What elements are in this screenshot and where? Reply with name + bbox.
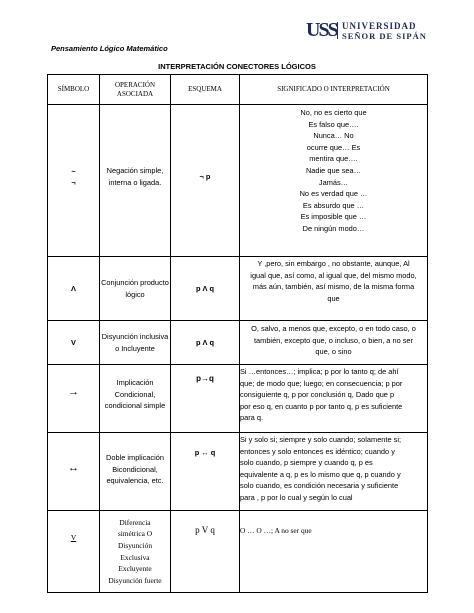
operation-cell — [100, 365, 171, 433]
meaning-line: Es falso que…. — [308, 119, 359, 129]
scheme-text: ¬ p — [199, 171, 211, 181]
meaning-line: que, o sino — [315, 347, 352, 357]
meaning-line: más aún, también, así mismo, de la misma forma — [252, 282, 415, 292]
symbol-cell — [48, 365, 100, 433]
logo-separator — [337, 22, 338, 39]
biconditional-symbol: ↔ — [68, 461, 79, 474]
meaning-line: De ningún modo… — [302, 223, 365, 233]
negation-symbol: ~ ¬ — [71, 166, 76, 187]
operation-line: Disyunción — [117, 540, 153, 550]
meaning-line: ocurre que… Es — [306, 142, 361, 152]
meaning-cell — [240, 365, 428, 433]
meaning-line: Jamás… — [318, 177, 349, 187]
meaning-line: Si …entonces…; implica; p por lo tanto q; de ahí — [240, 367, 399, 376]
meaning-line: No, no es cierto que — [300, 108, 367, 117]
connectors-table — [47, 74, 428, 593]
operation-cell — [100, 105, 171, 257]
symbol-cell — [48, 511, 100, 593]
symbol-cell — [48, 321, 100, 365]
meaning-line: igual que, así como, al igual que, del mismo modo, — [250, 270, 417, 280]
meaning-line: Nunca… No — [313, 131, 354, 141]
scheme-text: p→q — [196, 374, 214, 383]
scheme-cell — [171, 433, 240, 511]
operation-line: Disyunción fuerte — [108, 575, 162, 585]
meaning-line: No es verdad que … — [299, 189, 368, 199]
table-row — [48, 433, 428, 511]
operation-cell — [100, 433, 171, 511]
meaning-line: que — [327, 293, 340, 303]
scheme-cell — [171, 511, 240, 593]
table-row — [48, 105, 428, 257]
scheme-text: p Λ q — [195, 283, 215, 293]
header-operation: OPERACIÓN ASOCIADA — [100, 75, 171, 105]
table-row — [48, 365, 428, 433]
meaning-cell — [240, 433, 428, 511]
meaning-line: equivalente a q, p es lo mismo que q, p cuando y — [240, 469, 401, 479]
implication-symbol: → — [68, 385, 79, 398]
scheme-cell — [171, 257, 240, 321]
meaning-line: mentira que…. — [309, 154, 358, 164]
meaning-cell — [240, 105, 428, 257]
header-symbol: SÍMBOLO — [48, 75, 100, 105]
meaning-line: solo cuando, p siempre y cuando q, p es — [240, 458, 373, 468]
logo-line-2: SEÑOR DE SIPÁN — [342, 31, 427, 41]
operation-cell — [100, 257, 171, 321]
meaning-cell — [240, 321, 428, 365]
meaning-line: Y ,pero, sin embargo , no obstante, aunque, Al — [257, 259, 410, 268]
operation-line: Diferencia — [119, 517, 151, 527]
meaning-cell — [240, 257, 428, 321]
document-title: INTERPRETACIÓN CONECTORES LÓGICOS — [158, 62, 316, 71]
meaning-line: consiguiente q, p por conclusión q, Dado que p — [240, 390, 395, 400]
meaning-line: Nadie que sea… — [305, 165, 362, 175]
scheme-cell — [171, 321, 240, 365]
meaning-line: O … O …; A no ser que — [240, 526, 312, 535]
header-scheme: ESQUEMA — [171, 75, 240, 105]
table-row — [48, 321, 428, 365]
scheme-cell — [171, 365, 240, 433]
conjunction-symbol: Λ — [71, 283, 76, 293]
scheme-cell — [171, 105, 240, 257]
exclusive-disjunction-symbol: V — [70, 532, 77, 542]
operation-line: Exclusiva — [120, 552, 150, 562]
symbol-cell — [48, 433, 100, 511]
operation-cell — [100, 321, 171, 365]
operation-text: Doble implicación Bicondicional, equivalencia, etc. — [106, 453, 164, 486]
meaning-line: por eso q, en cuanto p por tanto q, p es suficiente — [240, 401, 403, 411]
meaning-line: que; de modo que; luego; en consecuencia; p por — [240, 378, 403, 388]
scheme-text: p Λ q — [195, 337, 215, 347]
logo-mark: USS — [306, 19, 337, 41]
meaning-line: Es absurdo que … — [302, 200, 365, 210]
operation-text: Disyunción inclusiva o Incluyente — [101, 331, 169, 353]
table-row — [48, 511, 428, 593]
logo-line-1: UNIVERSIDAD — [342, 21, 417, 31]
meaning-line: entonces y solo entonces es idéntico; cuando y — [240, 446, 395, 456]
course-title: Pensamiento Lógico Matemático — [51, 44, 168, 53]
meaning-line: para , p por lo cual y según lo cual — [240, 492, 353, 502]
disjunction-symbol: V — [71, 337, 76, 347]
symbol-cell — [48, 105, 100, 257]
university-logo — [306, 20, 442, 42]
meaning-line: Es imposible que … — [300, 212, 367, 222]
operation-text: Implicación Condicional, condicional simple — [104, 378, 166, 411]
operation-line: Excluyente — [118, 564, 152, 574]
meaning-line: O, salvo, a menos que, excepto, o en todo caso, o — [251, 324, 416, 333]
operation-line: simétrica O — [117, 529, 153, 539]
table-row — [48, 257, 428, 321]
operation-text: Conjunción producto lógico — [101, 277, 169, 299]
symbol-cell — [48, 257, 100, 321]
scheme-text: p ↔ q — [194, 448, 216, 457]
meaning-cell — [240, 511, 428, 593]
meaning-line: para q. — [240, 413, 264, 423]
meaning-line: Si y solo si; siempre y solo cuando; solamente si; — [240, 435, 402, 444]
meaning-line: solo cuando, es condición necesaria y suficiente — [240, 481, 399, 491]
scheme-text: p V q — [195, 525, 215, 535]
operation-cell — [100, 511, 171, 593]
header-meaning: SIGNIFICADO O INTERPRETACIÓN — [240, 75, 428, 105]
meaning-line: también, excepto que, o incluso, o bien, a no ser — [254, 335, 413, 345]
table-header-row — [48, 75, 428, 105]
operation-text: Negación simple, interna o ligada. — [106, 165, 164, 187]
